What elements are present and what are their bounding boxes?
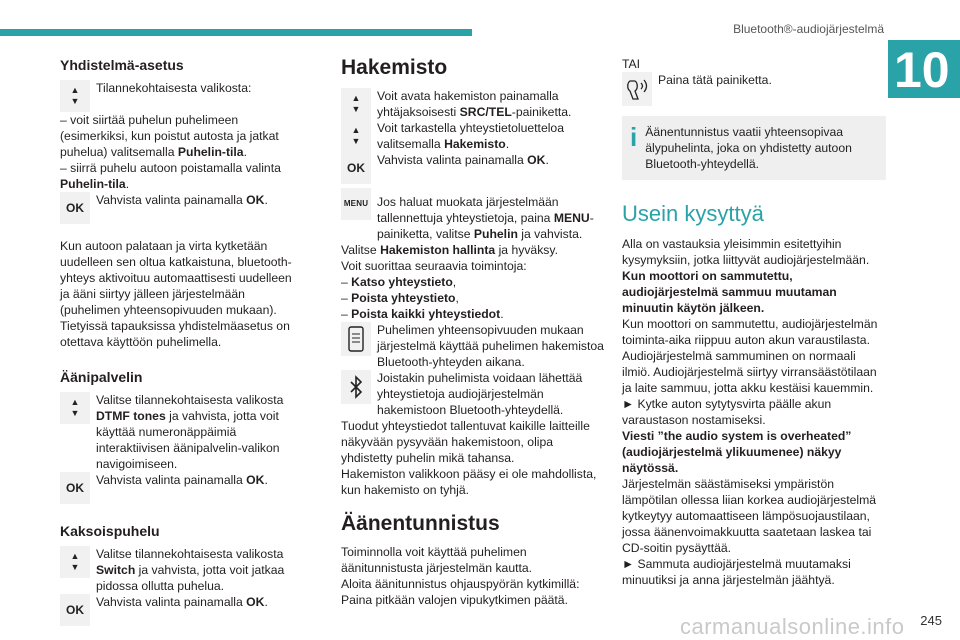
instruction-text: Voit avata hakemiston painamalla yhtäjaksoisesti SRC/TEL-painiketta. [377, 89, 572, 119]
up-down-arrows-icon: ▲ ▼ [60, 80, 90, 112]
instruction-text: Valitse tilannekohtaisesta valikosta Switch ja vahvista, jotta voit jatkaa pidossa ollutta puhelua. [96, 547, 285, 593]
column-2 [341, 56, 606, 608]
list-item: – Poista yhteystieto, [341, 291, 459, 305]
or-label: TAI [622, 57, 641, 71]
section-title-voice-recognition: Äänentunnistus [341, 512, 500, 535]
info-row [630, 124, 878, 172]
instruction-row [60, 192, 300, 224]
page-number: 245 [920, 613, 942, 628]
header-accent-bar [0, 29, 472, 36]
note-text: Puhelimen yhteensopivuuden mukaan järjestelmä käyttää puhelimen hakemistoa Bluetooth-yhteyden aikana. [377, 323, 604, 369]
info-box [622, 116, 886, 180]
instruction-text: Jos haluat muokata järjestelmään tallennettuja yhteystietoja, paina MENU-painiketta, valitse Puhelin ja vahvista. [377, 195, 594, 241]
ok-button-icon: OK [60, 594, 90, 626]
section-title-combination: Yhdistelmä-asetus [60, 57, 184, 73]
faq-action: ► Kytke auton sytytysvirta päälle akun varaustason nostamiseksi. [622, 397, 832, 427]
instruction-text: Vahvista valinta painamalla OK. [96, 193, 268, 207]
column-3 [622, 56, 886, 588]
up-down-arrows-icon: ▲ ▼ [60, 546, 90, 578]
instruction-row [60, 594, 300, 626]
chapter-number: 10 [894, 42, 950, 98]
faq-answer: Audiojärjestelmä sammuminen on normaali ilmiö. Audiojärjestelmä siirtyy virransäästötilaan ja laite sammuu, jotta akku kestäisi kauemmin. [622, 349, 877, 395]
up-down-arrows-icon: ▲ ▼ [341, 88, 371, 120]
ok-button-icon: OK [341, 152, 371, 184]
section-title-double-call: Kaksoispuhelu [60, 523, 160, 539]
section-title-directory: Hakemisto [341, 56, 448, 79]
faq-question: Kun moottori on sammutettu, audiojärjestelmä sammuu muutaman minuutin käytön jälkeen. [622, 269, 837, 315]
instruction-row [341, 152, 606, 184]
instruction-text: Tilannekohtaisesta valikosta: [96, 81, 252, 95]
chapter-tab [888, 40, 960, 98]
bluetooth-icon [341, 370, 371, 404]
ok-button-icon: OK [60, 472, 90, 504]
paragraph: Kun autoon palataan ja virta kytketään uudelleen sen oltua katkaistuna, bluetooth-yhteys aktivoituu automaattisesti uudelleen ja ääni siirtyy jälleen järjestelmään (puhelimen yhteensopivuuden mukaan). [60, 239, 292, 317]
info-text: Äänentunnistus vaatii yhteensopivaa älypuhelinta, joka on yhdistetty autoon Bluetooth-yhteydellä. [645, 125, 852, 171]
faq-answer: Kun moottori on sammutettu, audiojärjestelmän toiminta-aika riippuu auton akun varaustilasta. [622, 317, 878, 347]
paragraph: Voit suorittaa seuraavia toimintoja: [341, 259, 527, 273]
instruction-text: Vahvista valinta painamalla OK. [96, 595, 268, 609]
list-item: – Katso yhteystieto, [341, 275, 457, 289]
paragraph: Alla on vastauksia yleisimmin esitettyihin kysymyksiin, jotka liittyvät audiojärjestelmään. [622, 237, 870, 267]
paragraph: – voit siirtää puhelun puhelimeen (esimerkiksi, kun poistut autosta ja jatkat puhelua) valitsemalla Puhelin-tila. [60, 113, 279, 159]
voice-command-icon [622, 72, 652, 106]
menu-button-icon: MENU [341, 188, 371, 220]
instruction-text: Voit tarkastella yhteystietoluetteloa valitsemalla Hakemisto. [377, 121, 564, 151]
column-1 [60, 56, 300, 626]
paragraph: Hakemiston valikkoon pääsy ei ole mahdollista, kun hakemisto on tyhjä. [341, 467, 597, 497]
faq-action: ► Sammuta audiojärjestelmä muutamaksi minuutiksi ja anna järjestelmän jäähtyä. [622, 557, 851, 587]
paragraph: Tuodut yhteystiedot tallentuvat kaikille laitteille näkyvään pysyvään hakemistoon, olipa yhdistetty puhelin mikä tahansa. [341, 419, 590, 465]
instruction-text: Vahvista valinta painamalla OK. [377, 153, 549, 167]
instruction-text: Paina tätä painiketta. [658, 73, 772, 87]
up-down-arrows-icon: ▲ ▼ [60, 392, 90, 424]
instruction-row [341, 88, 606, 120]
note-text: Joistakin puhelimista voidaan lähettää yhteystietoja audiojärjestelmän hakemistoon Bluetooth-yhteydellä. [377, 371, 583, 417]
paragraph: Toiminnolla voit käyttää puhelimen äänitunnistusta järjestelmän kautta. [341, 545, 533, 575]
watermark: carmanualsonline.info [680, 614, 905, 639]
paragraph: Valitse Hakemiston hallinta ja hyväksy. [341, 243, 558, 257]
instruction-row [341, 188, 606, 242]
paragraph: Aloita äänitunnistus ohjauspyörän kytkimillä: Paina pitkään valojen vipukytkimen päätä. [341, 577, 580, 607]
faq-answer: Järjestelmän säästämiseksi ympäristön lämpötilan ollessa liian korkea audiojärjestelmä kytkeytyy automaattiseen lämpösuojaustilaan, jossa äänenvoimakkuutta saatetaan laskea tai CD-soitin pysäyttää. [622, 477, 877, 555]
paragraph: – siirrä puhelu autoon poistamalla valinta Puhelin-tila. [60, 161, 281, 191]
instruction-text: Vahvista valinta painamalla OK. [96, 473, 268, 487]
up-down-arrows-icon: ▲ ▼ [341, 120, 371, 152]
section-title-voice-server: Äänipalvelin [60, 369, 143, 385]
paragraph: Tietyissä tapauksissa yhdistelmäasetus on otettava käyttöön puhelimella. [60, 319, 290, 349]
instruction-text: Valitse tilannekohtaisesta valikosta DTMF tones ja vahvista, jotta voit käyttää numeronäppäimiä interaktiivisen äänipalvelin-valikon navigoimiseen. [96, 393, 284, 471]
section-title-faq: Usein kysyttyä [622, 201, 764, 226]
instruction-row [60, 546, 300, 594]
note-row [341, 370, 606, 418]
faq-question: Viesti ”the audio system is overheated” (audiojärjestelmä ylikuumenee) näkyy näytössä. [622, 429, 852, 475]
list-item: – Poista kaikki yhteystiedot. [341, 307, 504, 321]
ok-button-icon: OK [60, 192, 90, 224]
smartphone-icon [341, 322, 371, 356]
instruction-row [60, 392, 300, 472]
page-header-title: Bluetooth®-audiojärjestelmä [733, 22, 884, 36]
instruction-row [341, 120, 606, 152]
instruction-row [622, 72, 886, 106]
instruction-row [60, 472, 300, 504]
info-icon: i [630, 122, 638, 152]
note-row [341, 322, 606, 370]
instruction-row [60, 80, 300, 112]
